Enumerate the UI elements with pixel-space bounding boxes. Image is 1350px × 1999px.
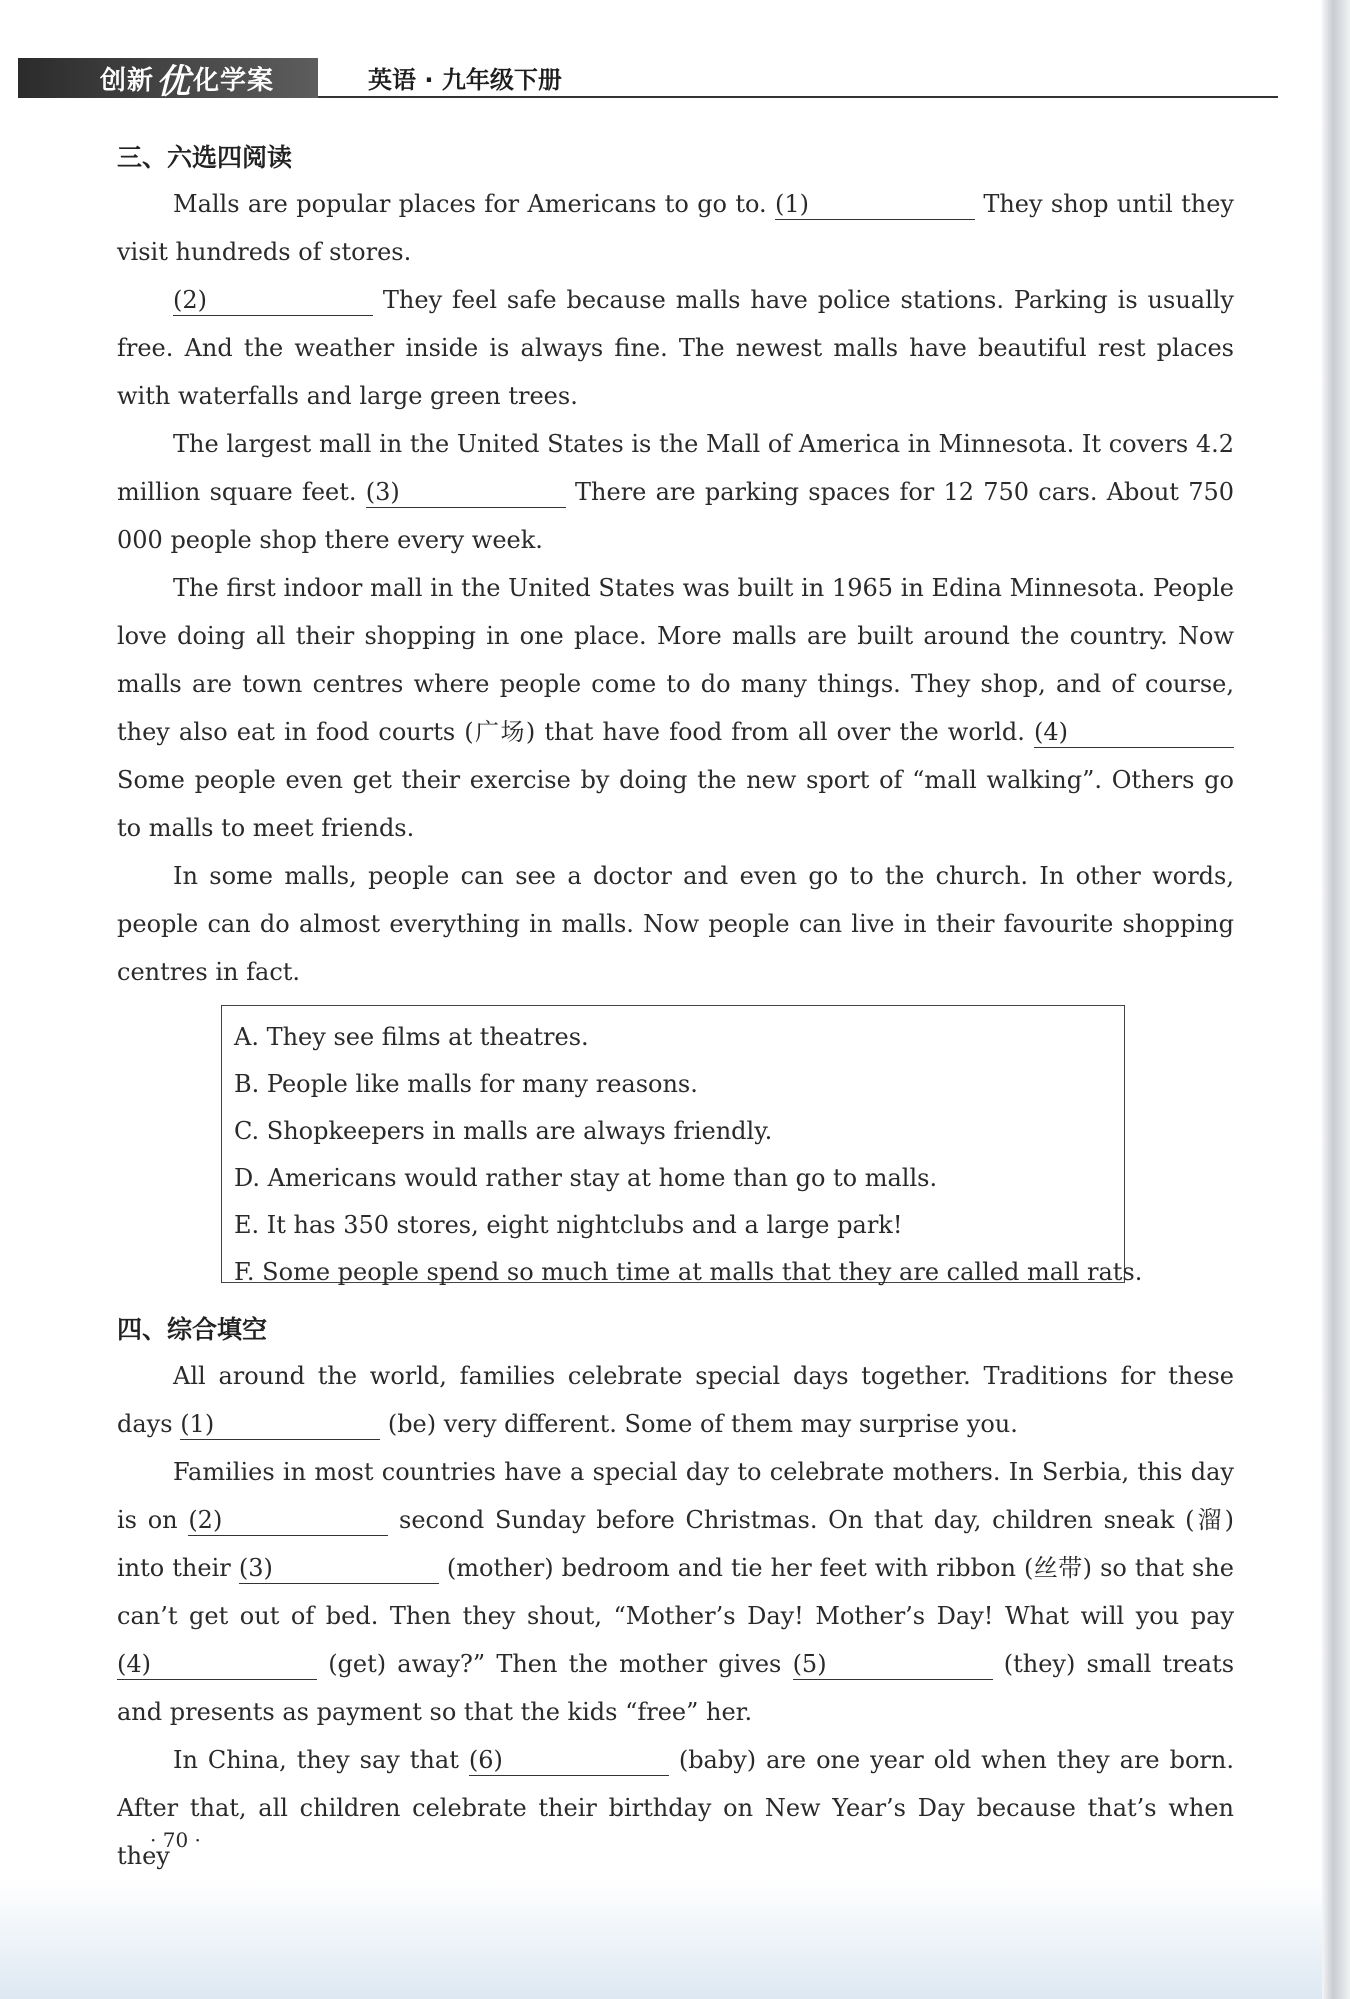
brand-big: 优: [156, 61, 192, 102]
s3-paragraph-3: [117, 420, 1234, 564]
brand-left: 创新: [100, 65, 155, 96]
option-d: D. Americans would rather stay at home than go to malls.: [234, 1164, 938, 1192]
s4-blank-1[interactable]: (1): [180, 1409, 380, 1440]
s4-paragraph-1: [117, 1352, 1234, 1448]
s3-paragraph-1: [117, 180, 1234, 276]
s4-paragraph-3: [117, 1736, 1234, 1880]
option-f: F. Some people spend so much time at malls that they are called mall rats.: [234, 1258, 1143, 1286]
s4-p3-text-a: In China, they say that: [173, 1746, 459, 1774]
s4-p1-text-b: (be) very different. Some of them may surprise you.: [387, 1410, 1018, 1438]
s4-paragraph-2: [117, 1448, 1234, 1736]
subject-title: 英语 · 九年级下册: [368, 66, 562, 94]
s4-p2-text-c: (mother) bedroom and tie her feet with ribbon (丝带) so that she can’t get out of bed. Then they shout, “Mother’s Day! Mother’s Day! What will you pay: [117, 1554, 1235, 1630]
s4-p2-text-d: (get) away?” Then the mother gives: [328, 1650, 782, 1678]
s3-paragraph-5: In some malls, people can see a doctor and even go to the church. In other words, people can do almost everything in malls. Now people can live in their favourite shopping centres in fact.: [117, 862, 1234, 986]
option-c: C. Shopkeepers in malls are always friendly.: [234, 1117, 773, 1145]
s3-paragraph-2: [117, 276, 1234, 420]
option-b: B. People like malls for many reasons.: [234, 1070, 698, 1098]
scan-right-edge: [1322, 0, 1350, 1999]
s3-p1-text-b: They shop until they visit hundreds of stores.: [117, 190, 1234, 266]
s4-blank-4[interactable]: (4): [117, 1649, 317, 1680]
scan-bottom-shade: [0, 1880, 1350, 1999]
s3-p3-text-b: There are parking spaces for 12 750 cars. About 750 000 people shop there every week.: [117, 478, 1235, 554]
page-number: · 70 ·: [150, 1828, 201, 1852]
s4-p3-text-b: (baby) are one year old when they are born. After that, all children celebrate their birthday on New Year’s Day because that’s when they: [117, 1746, 1234, 1870]
s4-p2-text-a: Families in most countries have a special day to celebrate mothers. In Serbia, this day is on: [117, 1458, 1234, 1534]
s3-blank-4[interactable]: (4): [1034, 717, 1234, 748]
section4-title: 四、综合填空: [117, 1315, 268, 1344]
s3-blank-1[interactable]: (1): [775, 189, 975, 220]
s3-p4-text-b: Some people even get their exercise by doing the new sport of “mall walking”. Others go to malls to meet friends.: [117, 766, 1234, 842]
s3-p4-text-a: The first indoor mall in the United States was built in 1965 in Edina Minnesota. People love doing all their shopping in one place. More malls are built around the country. Now malls are town centres where people come to do many things. They shop, and of course, they also eat in food courts (广场) that have food from all over the world.: [117, 574, 1234, 746]
s3-p1-text-a: Malls are popular places for Americans to go to.: [173, 190, 767, 218]
s3-p2-text: They feel safe because malls have police stations. Parking is usually free. And the weather inside is always fine. The newest malls have beautiful rest places with waterfalls and large green trees.: [117, 286, 1234, 410]
s4-blank-6[interactable]: (6): [469, 1745, 669, 1776]
s4-p2-text-b: second Sunday before Christmas. On that day, children sneak (溜) into their: [117, 1506, 1234, 1582]
s4-blank-3[interactable]: (3): [239, 1553, 439, 1584]
s3-paragraph-4: [117, 564, 1234, 852]
section3-title: 三、六选四阅读: [117, 143, 293, 172]
option-e: E. It has 350 stores, eight nightclubs and a large park!: [234, 1211, 903, 1239]
options-box: [221, 1005, 1143, 1286]
brand-banner: [18, 58, 318, 102]
s4-p2-text-e: (they) small treats and presents as payment so that the kids “free” her.: [117, 1650, 1235, 1726]
s3-blank-2[interactable]: (2): [173, 285, 373, 316]
s4-blank-5[interactable]: (5): [793, 1649, 993, 1680]
s4-p1-text-a: All around the world, families celebrate special days together. Traditions for these days: [117, 1362, 1234, 1438]
option-a: A. They see films at theatres.: [234, 1023, 589, 1051]
s3-p3-text-a: The largest mall in the United States is the Mall of America in Minnesota. It covers 4.2 million square feet.: [117, 430, 1234, 506]
brand-right: 化学案: [193, 65, 275, 96]
s3-blank-3[interactable]: (3): [366, 477, 566, 508]
s4-blank-2[interactable]: (2): [188, 1505, 388, 1536]
header-rule: [318, 96, 1278, 98]
